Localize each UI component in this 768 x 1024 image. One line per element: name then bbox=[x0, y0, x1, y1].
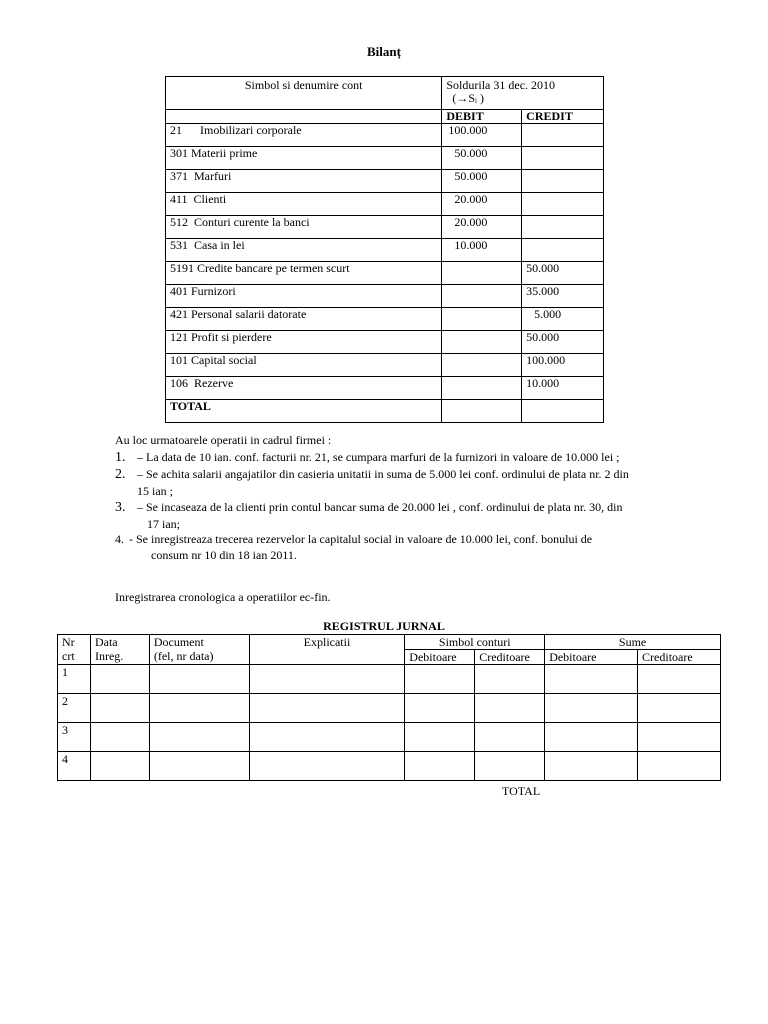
account-name: 121 Profit si pierdere bbox=[166, 331, 442, 354]
debit-value: 50.000 bbox=[442, 147, 522, 170]
debit-value: 50.000 bbox=[442, 170, 522, 193]
col-amounts: Sume bbox=[545, 635, 721, 650]
journal-cell bbox=[475, 723, 545, 752]
credit-value: 100.000 bbox=[522, 354, 604, 377]
credit-value bbox=[522, 216, 604, 239]
col-date-line2: Inreg. bbox=[94, 649, 124, 663]
journal-cell bbox=[90, 723, 149, 752]
col-nr-line1: Nr bbox=[62, 635, 75, 649]
col-amt-debit: Debitoare bbox=[545, 650, 638, 665]
credit-value: 10.000 bbox=[522, 377, 604, 400]
journal-row bbox=[58, 723, 721, 752]
operation-number: 2. bbox=[115, 467, 126, 482]
credit-value: 50.000 bbox=[522, 331, 604, 354]
operation-text-continued: 17 ian; bbox=[147, 517, 180, 531]
balance-row bbox=[166, 147, 604, 170]
journal-cell bbox=[475, 694, 545, 723]
operation-text-continued: consum nr 10 din 18 ian 2011. bbox=[151, 548, 297, 562]
operation-text: – Se incaseaza de la clienti prin contul bancar suma de 20.000 lei , conf. ordinului de plata nr. 30, din bbox=[137, 500, 623, 514]
account-name: 21 Imobilizari corporale bbox=[166, 124, 442, 147]
balance-row bbox=[166, 308, 604, 331]
register-title: REGISTRUL JURNAL bbox=[323, 619, 445, 633]
operation-number: 1. bbox=[115, 450, 126, 465]
account-name: 411 Clienti bbox=[166, 193, 442, 216]
balance-row bbox=[166, 193, 604, 216]
debit-value bbox=[442, 262, 522, 285]
col-nr bbox=[58, 635, 91, 665]
journal-cell bbox=[149, 665, 249, 694]
account-name: 301 Materii prime bbox=[166, 147, 442, 170]
credit-value: 35.000 bbox=[522, 285, 604, 308]
col-account-symbols: Simbol conturi bbox=[405, 635, 545, 650]
journal-cell bbox=[90, 752, 149, 781]
account-name: 512 Conturi curente la banci bbox=[166, 216, 442, 239]
journal-cell bbox=[149, 723, 249, 752]
journal-cell bbox=[545, 694, 638, 723]
balance-row bbox=[166, 170, 604, 193]
page-title: Bilanț bbox=[367, 44, 401, 59]
journal-cell bbox=[545, 723, 638, 752]
header-balance-line1: Soldurila 31 dec. 2010 bbox=[446, 78, 556, 92]
account-name: 5191 Credite bancare pe termen scurt bbox=[166, 262, 442, 285]
journal-cell bbox=[249, 665, 405, 694]
debit-value: 10.000 bbox=[442, 239, 522, 262]
journal-cell bbox=[475, 665, 545, 694]
credit-value bbox=[522, 147, 604, 170]
journal-cell bbox=[405, 694, 475, 723]
balance-sheet-table bbox=[165, 76, 604, 423]
balance-row bbox=[166, 216, 604, 239]
operation-item bbox=[115, 531, 715, 563]
operations-intro: Au loc urmatoarele operatii in cadrul firmei : bbox=[115, 433, 332, 447]
journal-row-number: 2 bbox=[58, 694, 91, 723]
credit-header: CREDIT bbox=[522, 110, 604, 124]
journal-cell bbox=[545, 665, 638, 694]
balance-row bbox=[166, 377, 604, 400]
journal-cell bbox=[405, 752, 475, 781]
journal-cell bbox=[638, 665, 721, 694]
col-document-line1: Document bbox=[153, 635, 204, 649]
col-sym-credit: Creditoare bbox=[475, 650, 545, 665]
operation-item bbox=[115, 499, 715, 532]
journal-cell bbox=[90, 665, 149, 694]
header-spacer bbox=[166, 110, 442, 124]
col-nr-line2: crt bbox=[62, 649, 75, 663]
journal-row-number: 3 bbox=[58, 723, 91, 752]
debit-value: 20.000 bbox=[442, 216, 522, 239]
balance-row bbox=[166, 239, 604, 262]
credit-value: 5.000 bbox=[522, 308, 604, 331]
total-debit bbox=[442, 400, 522, 423]
journal-cell bbox=[638, 752, 721, 781]
total-credit bbox=[522, 400, 604, 423]
journal-row-number: 4 bbox=[58, 752, 91, 781]
journal-row bbox=[58, 665, 721, 694]
account-name: 531 Casa in lei bbox=[166, 239, 442, 262]
journal-cell bbox=[638, 694, 721, 723]
journal-cell bbox=[475, 752, 545, 781]
balance-row bbox=[166, 354, 604, 377]
operation-item bbox=[115, 449, 715, 466]
col-sym-debit: Debitoare bbox=[405, 650, 475, 665]
journal-total-label: TOTAL bbox=[502, 784, 541, 798]
credit-value bbox=[522, 193, 604, 216]
debit-header: DEBIT bbox=[442, 110, 522, 124]
header-balance-line2: (→Sᵢ ) bbox=[452, 91, 485, 105]
operation-text: – Se achita salarii angajatilor din casieria unitatii in suma de 5.000 lei conf. ordinului de plata nr. 2 din bbox=[137, 467, 629, 481]
journal-row-number: 1 bbox=[58, 665, 91, 694]
journal-cell bbox=[149, 752, 249, 781]
operation-number: 4. bbox=[115, 532, 124, 546]
header-balance bbox=[442, 77, 604, 110]
account-name: 101 Capital social bbox=[166, 354, 442, 377]
balance-row bbox=[166, 285, 604, 308]
journal-row bbox=[58, 752, 721, 781]
operation-text-continued: 15 ian ; bbox=[137, 484, 173, 498]
operation-text: – La data de 10 ian. conf. facturii nr. 21, se cumpara marfuri de la furnizori in valoare de 10.000 lei ; bbox=[137, 450, 620, 464]
journal-cell bbox=[249, 752, 405, 781]
journal-cell bbox=[90, 694, 149, 723]
col-date-line1: Data bbox=[94, 635, 118, 649]
credit-value bbox=[522, 239, 604, 262]
debit-value bbox=[442, 331, 522, 354]
operation-text: - Se inregistreaza trecerea rezervelor la capitalul social in valoare de 10.000 lei, conf. bonului de bbox=[129, 532, 593, 546]
debit-value bbox=[442, 354, 522, 377]
debit-value: 100.000 bbox=[442, 124, 522, 147]
balance-row bbox=[166, 124, 604, 147]
col-amt-credit: Creditoare bbox=[638, 650, 721, 665]
journal-cell bbox=[249, 694, 405, 723]
header-account: Simbol si denumire cont bbox=[166, 77, 442, 110]
debit-value: 20.000 bbox=[442, 193, 522, 216]
journal-cell bbox=[545, 752, 638, 781]
journal-cell bbox=[149, 694, 249, 723]
journal-row bbox=[58, 694, 721, 723]
journal-cell bbox=[249, 723, 405, 752]
debit-value bbox=[442, 377, 522, 400]
account-name: 421 Personal salarii datorate bbox=[166, 308, 442, 331]
account-name: 371 Marfuri bbox=[166, 170, 442, 193]
total-label: TOTAL bbox=[166, 400, 442, 423]
operation-number: 3. bbox=[115, 500, 126, 515]
register-caption: Inregistrarea cronologica a operatiilor ec-fin. bbox=[115, 590, 331, 604]
credit-value: 50.000 bbox=[522, 262, 604, 285]
col-explanations: Explicatii bbox=[249, 635, 405, 665]
balance-row bbox=[166, 262, 604, 285]
journal-cell bbox=[638, 723, 721, 752]
balance-row bbox=[166, 331, 604, 354]
debit-value bbox=[442, 285, 522, 308]
journal-cell bbox=[405, 665, 475, 694]
debit-value bbox=[442, 308, 522, 331]
col-date bbox=[90, 635, 149, 665]
credit-value bbox=[522, 124, 604, 147]
account-name: 106 Rezerve bbox=[166, 377, 442, 400]
credit-value bbox=[522, 170, 604, 193]
col-document bbox=[149, 635, 249, 665]
col-document-line2: (fel, nr data) bbox=[153, 649, 214, 663]
operation-item bbox=[115, 466, 715, 499]
account-name: 401 Furnizori bbox=[166, 285, 442, 308]
journal-cell bbox=[405, 723, 475, 752]
journal-table bbox=[57, 634, 721, 781]
